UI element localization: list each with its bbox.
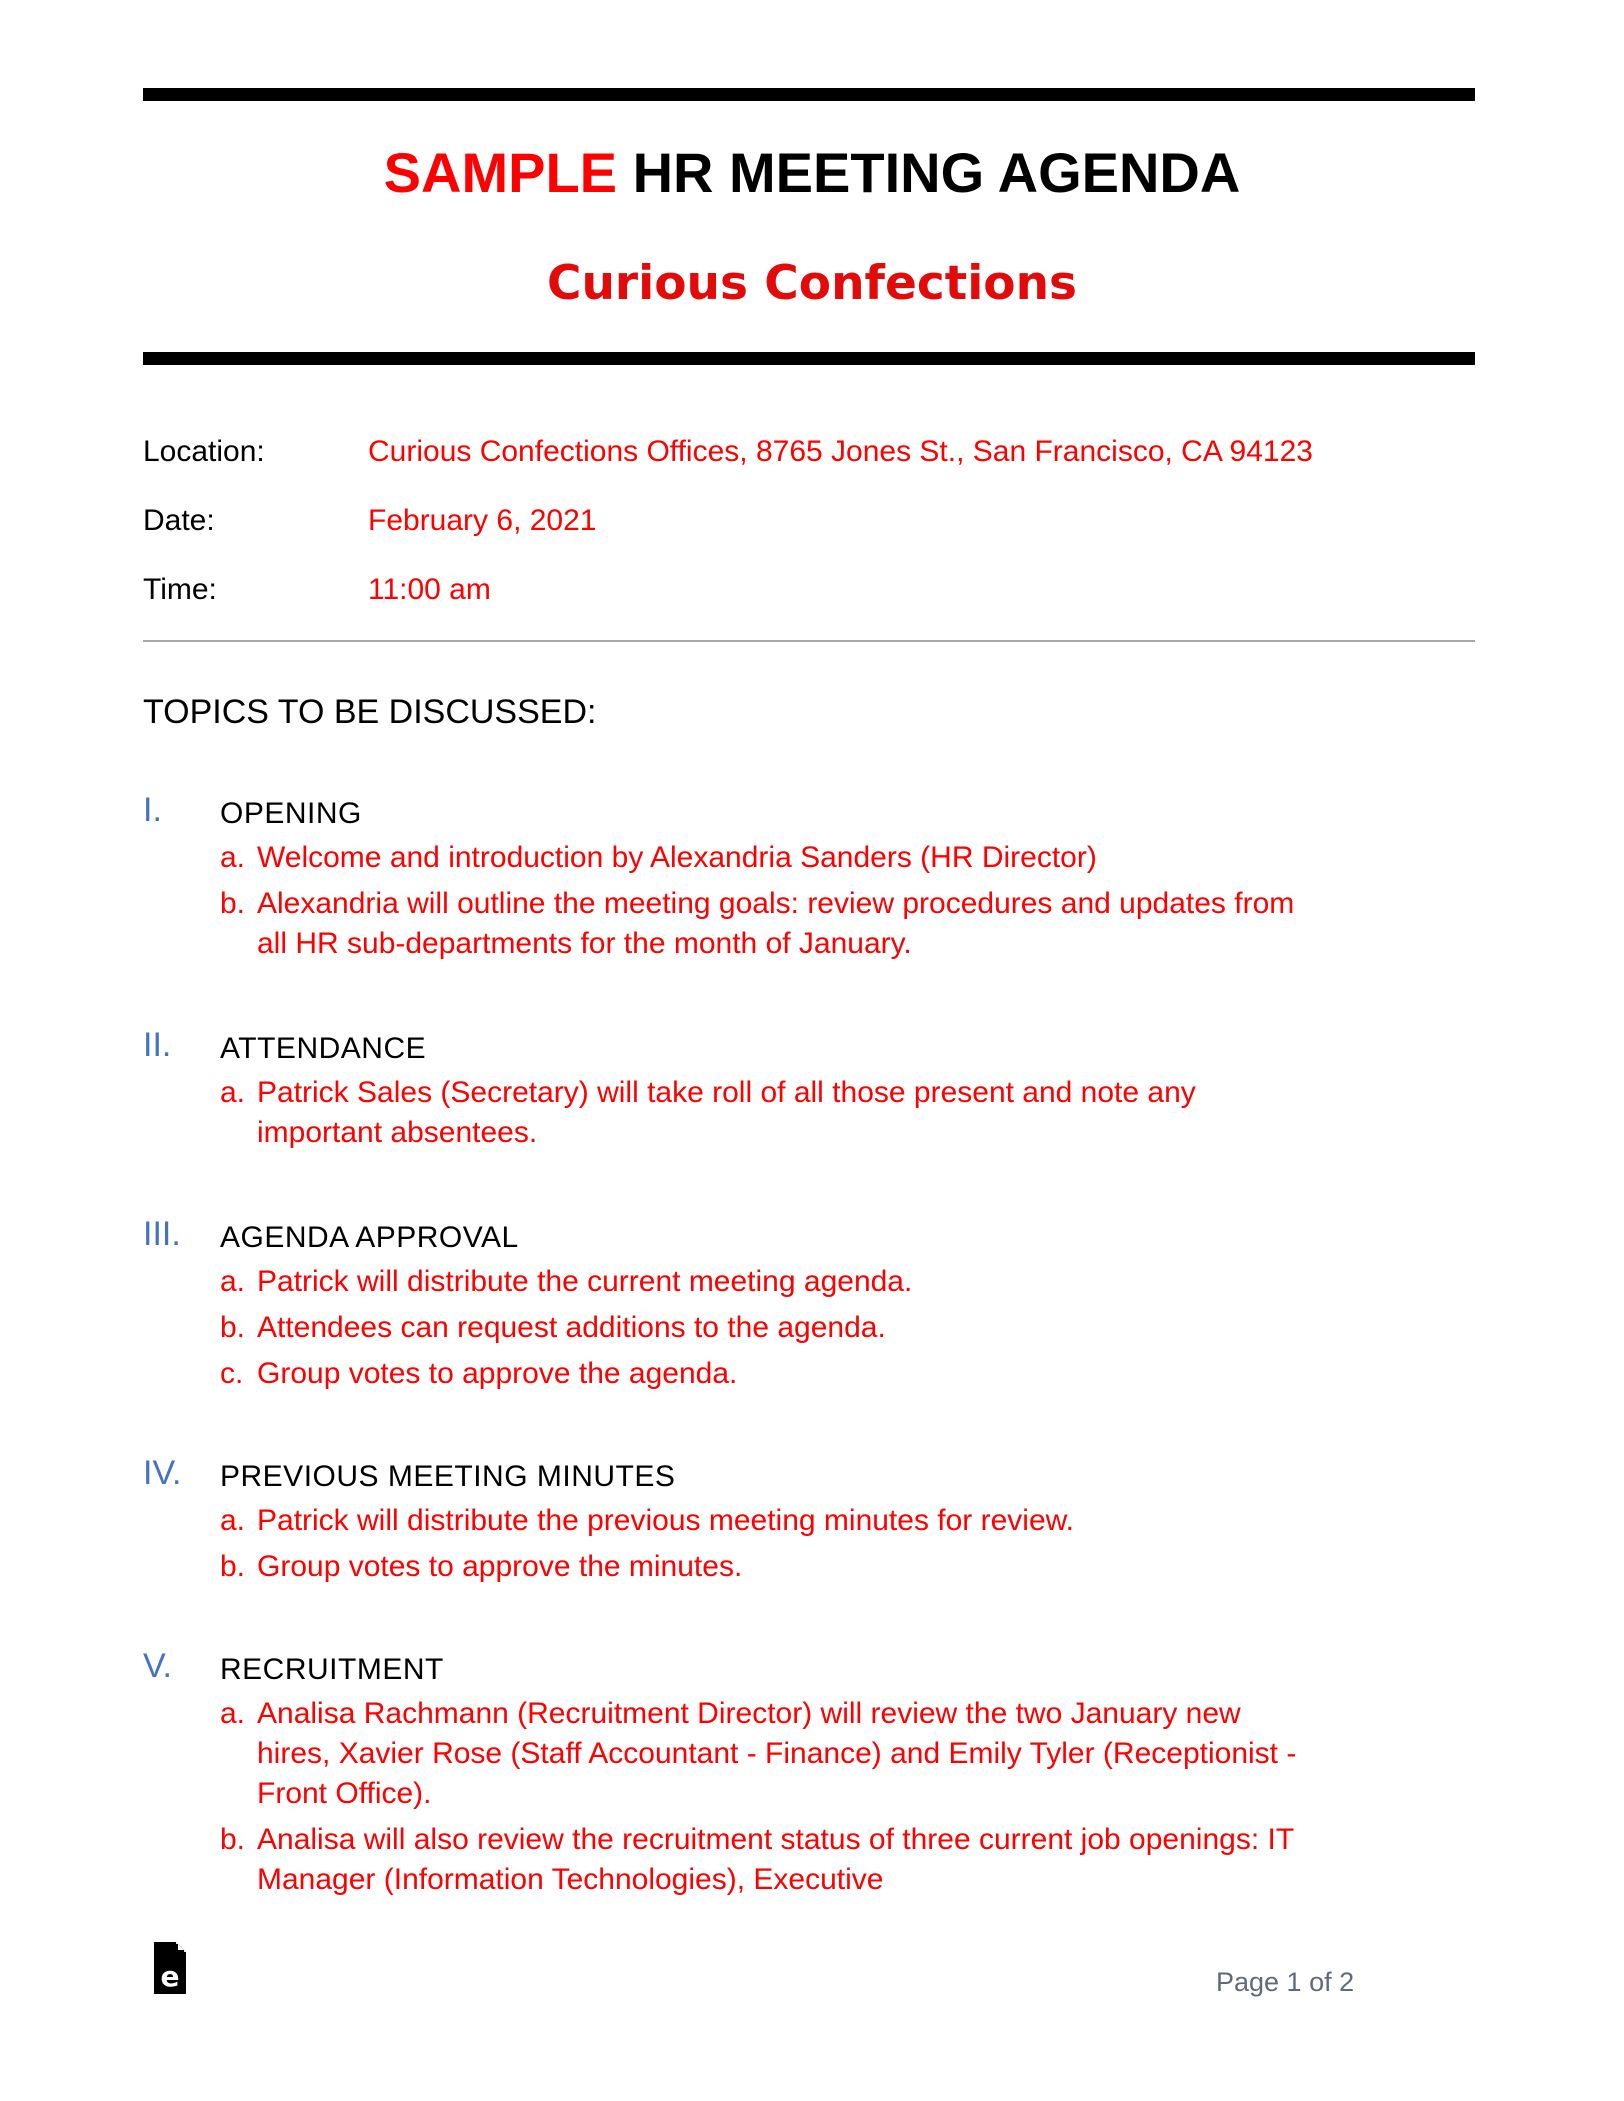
item-letter: a. [220,841,246,874]
item-text: Patrick will distribute the previous meeting minutes for review. [257,1504,1075,1537]
bottom-thick-rule [143,352,1475,365]
item-letter: a. [220,1076,246,1109]
topics-heading: TOPICS TO BE DISCUSSED: [143,693,597,731]
item-text: Group votes to approve the agenda. [257,1357,738,1390]
item-text: Patrick Sales (Secretary) will take roll of all those present and note any important absentees. [257,1076,1196,1149]
agenda-item [143,1501,1319,1541]
item-text: Welcome and introduction by Alexandria Sanders (HR Director) [257,841,1097,874]
item-text: Analisa will also review the recruitment status of three current job openings: IT Manager (Information Technologies), Executive [257,1823,1294,1896]
item-text: Analisa Rachmann (Recruitment Director) will review the two January new hires, Xavier Rose (Staff Accountant - Finance) and Emily Tyler (Receptionist - Front Office). [257,1697,1297,1810]
location-label: Location: [143,435,265,468]
details-divider [143,640,1475,642]
agenda-item [143,1073,1319,1153]
section-numeral: I. [143,791,162,829]
agenda-section-previous-minutes [143,1453,1343,1593]
item-text: Attendees can request additions to the agenda. [257,1311,886,1344]
page-title [0,140,1624,206]
agenda-section-agenda-approval [143,1214,1343,1400]
svg-text:e: e [160,1960,180,1993]
title-sample-word: SAMPLE [383,141,618,204]
item-letter: b. [220,887,246,920]
agenda-item [143,838,1319,878]
time-label: Time: [143,573,217,606]
agenda-section-recruitment [143,1646,1343,1906]
section-title: AGENDA APPROVAL [220,1221,519,1254]
agenda-item [143,1308,1319,1348]
agenda-item [143,884,1319,964]
section-title: OPENING [220,797,362,830]
date-value: February 6, 2021 [368,504,597,537]
section-numeral: II. [143,1026,172,1064]
item-letter: b. [220,1823,246,1856]
section-numeral: V. [143,1647,173,1685]
page-number: Page 1 of 2 [1216,1967,1355,1997]
section-title: ATTENDANCE [220,1032,427,1065]
agenda-section-opening [143,790,1343,970]
top-thick-rule [143,88,1475,101]
eforms-logo-icon [150,1940,190,1996]
title-main-text: HR MEETING AGENDA [617,141,1241,204]
item-text: Group votes to approve the minutes. [257,1550,743,1583]
item-letter: a. [220,1265,246,1298]
section-title: PREVIOUS MEETING MINUTES [220,1460,676,1493]
item-letter: a. [220,1697,246,1730]
item-letter: a. [220,1504,246,1537]
section-title: RECRUITMENT [220,1653,444,1686]
item-letter: c. [220,1357,244,1390]
date-label: Date: [143,504,215,537]
item-letter: b. [220,1311,246,1344]
item-letter: b. [220,1550,246,1583]
location-value: Curious Confections Offices, 8765 Jones St., San Francisco, CA 94123 [368,435,1313,468]
agenda-item [143,1820,1319,1900]
agenda-item [143,1547,1319,1587]
agenda-item [143,1694,1319,1814]
time-value: 11:00 am [368,573,491,606]
company-name: Curious Confections [546,256,1078,311]
agenda-section-attendance [143,1025,1343,1159]
section-numeral: III. [143,1215,181,1253]
item-text: Patrick will distribute the current meeting agenda. [257,1265,913,1298]
agenda-item [143,1262,1319,1302]
item-text: Alexandria will outline the meeting goals: review procedures and updates from all HR sub-departments for the month of January. [257,887,1295,960]
agenda-item [143,1354,1319,1394]
section-numeral: IV. [143,1454,182,1492]
